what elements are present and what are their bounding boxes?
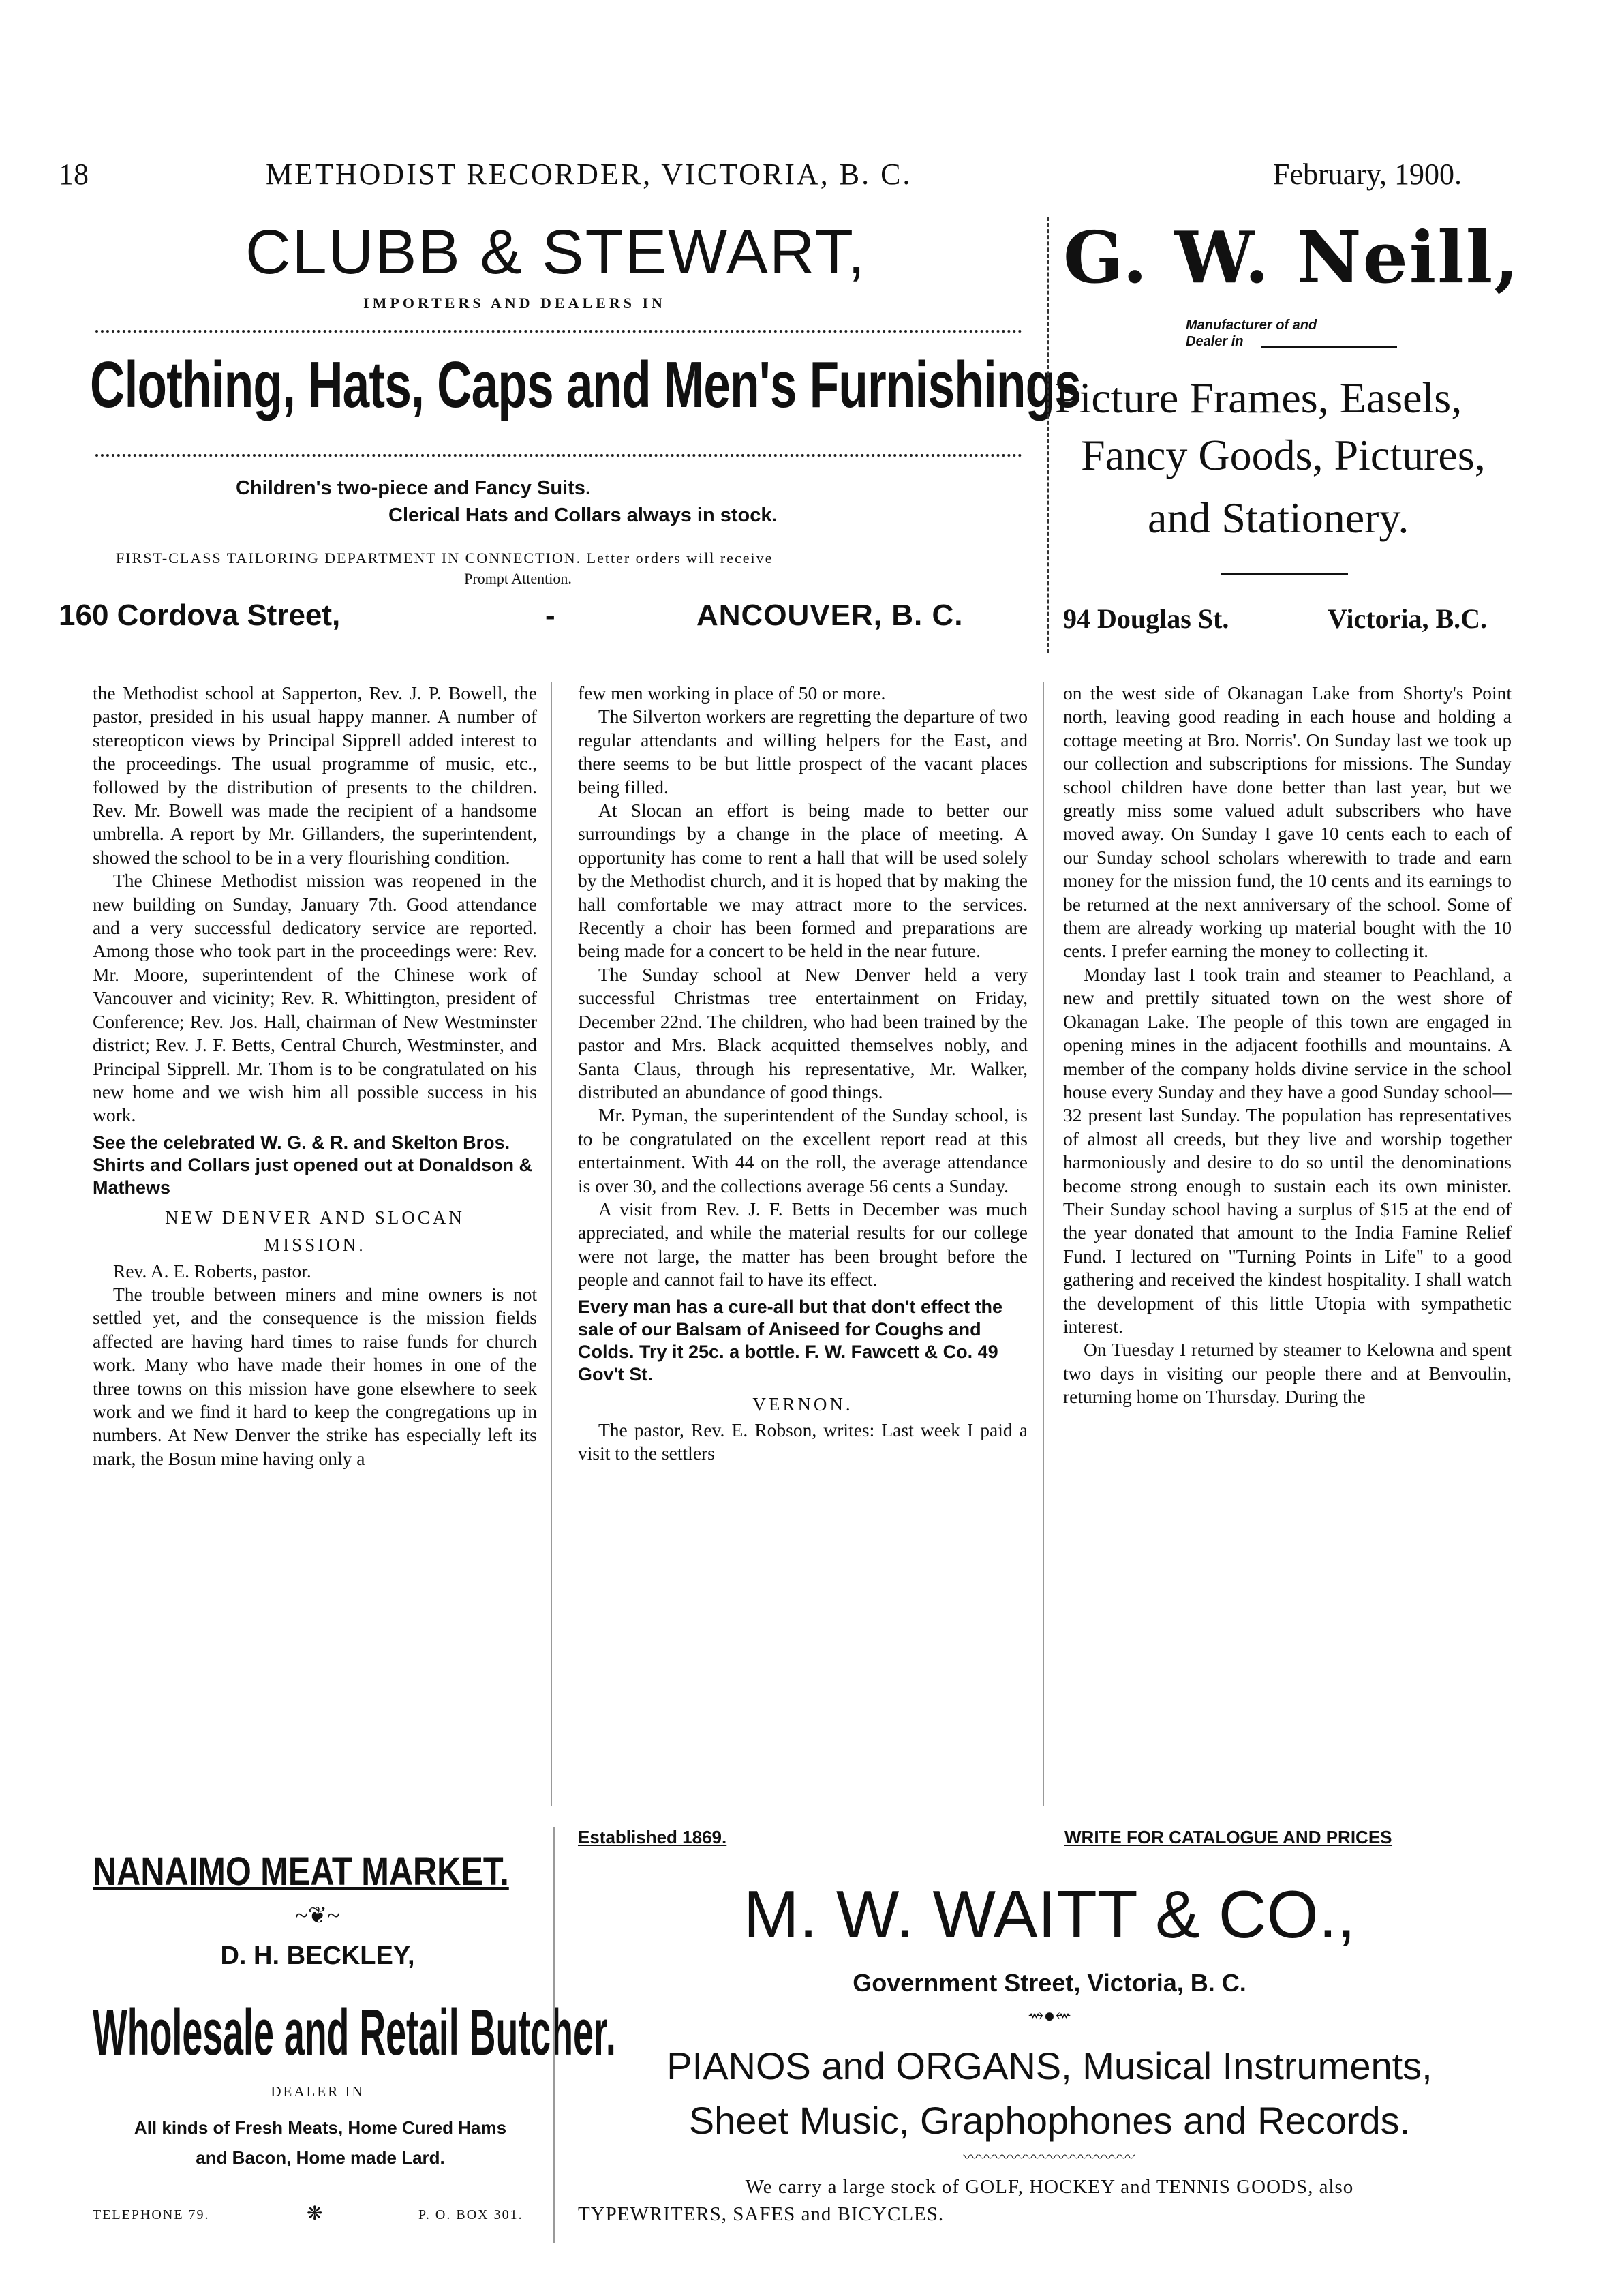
waitt-line-2: Sheet Music, Graphophones and Records. [688, 2099, 1411, 2142]
nanaimo-headline: Wholesale and Retail Butcher. [93, 1996, 616, 2069]
new-denver-heading-2: MISSION. [264, 1235, 366, 1256]
nanaimo-flourish: ❋ [307, 2203, 323, 2224]
col2-paragraph: The pastor, Rev. E. Robson, writes: Last week I paid a visit to the settlers [578, 1419, 1028, 1464]
new-denver-byline: Rev. A. E. Roberts, pastor. [113, 1260, 311, 1282]
col2-paragraph: few men working in place of 50 or more. [578, 682, 886, 704]
waitt-line-1: PIANOS and ORGANS, Musical Instruments, [667, 2044, 1433, 2087]
col1-paragraph: The trouble between miners and mine owners is not settled yet, and the consequence is the mission fields affected are having hard times to raise funds for church work. Many who have made their homes in one of the three towns on this mission have gone elsewhere to seek work and we find it hard to keep the congregations up in numbers. At New Denver the strike has especially left its mark, the Bosun mine having only a [93, 1283, 537, 1469]
col2-paragraph: The Sunday school at New Denver held a very successful Christmas tree entertainment on Friday, December 22nd. The children, who had been trained by the pastor and Mrs. Black acquitted themselves nobly, and Santa Claus, through his representative, Mr. Walker, distributed an abundance of good things. [578, 963, 1028, 1102]
clubb-line2: Clerical Hats and Collars always in stock. [388, 504, 778, 526]
neill-city: Victoria, B.C. [1328, 603, 1488, 634]
neill-rule [1221, 573, 1348, 575]
waitt-name: M. W. WAITT & CO., [743, 1877, 1356, 1952]
clubb-city: ANCOUVER, B. C. [696, 599, 964, 632]
waitt-wave-rule: 〰〰〰〰〰〰〰〰〰〰〰 [963, 2149, 1136, 2166]
col2-paragraph: Mr. Pyman, the superintendent of the Sunday school, is to be congratulated on the excellent report read at this entertainment. With 44 on the roll, the average attendance is over 30, and the collections average 56 cents a Sunday. [578, 1104, 1028, 1196]
column-divider-1 [551, 682, 552, 1806]
col3-paragraph: On Tuesday I returned by steamer to Kelowna and spent two days in visiting our people there and at Benvoulin, returning home on Thursday. During the [1063, 1339, 1512, 1408]
neill-line-3: and Stationery. [1148, 494, 1409, 542]
article-column-1 [93, 682, 537, 1470]
nanaimo-dealer: DEALER IN [271, 2083, 365, 2100]
clubb-top-rule [95, 330, 1022, 333]
vernon-heading: VERNON. [752, 1393, 853, 1415]
col3-paragraph: on the west side of Okanagan Lake from Shorty's Point north, leaving good reading in each house and holding a cottage meeting at Bro. Norris'. On Sunday last we took up our collection and subscriptions for missions. The Sunday school children have done better than last year, but we greatly miss some valued adult subscribers who have moved away. On Sunday I gave 10 cents each to each of our Sunday school scholars wherewith to trade and earn money for the mission fund, the 10 cents and its earnings to be returned at the next anniversary of the school. Some of them are already working up material bought with the 10 cents. I prefer earning the money to collecting it. [1063, 682, 1512, 962]
waitt-stock-1: We carry a large stock of GOLF, HOCKEY and TENNIS GOODS, also [745, 2176, 1354, 2198]
clubb-importers: IMPORTERS AND DEALERS IN [363, 294, 666, 312]
neill-role-rule [1261, 346, 1397, 348]
issue-date: February, 1900. [1273, 157, 1462, 191]
neill-line-1: Picture Frames, Easels, [1055, 374, 1462, 422]
clubb-headline: Clothing, Hats, Caps and Men's Furnishings [90, 348, 1082, 421]
clubb-tailoring: FIRST-CLASS TAILORING DEPARTMENT IN CONNECTION. Letter orders will receive [116, 549, 773, 566]
nanaimo-line-1: All kinds of Fresh Meats, Home Cured Hams [134, 2117, 507, 2138]
neill-role-2: Dealer in [1186, 334, 1244, 349]
nanaimo-telephone: TELEPHONE 79. [93, 2207, 210, 2222]
column-divider-2 [1043, 682, 1044, 1806]
article-column-2 [578, 682, 1028, 1466]
waitt-ornament: ⇝●⇜ [1028, 2006, 1071, 2027]
nanaimo-title: NANAIMO MEAT MARKET. [93, 1849, 509, 1894]
col3-paragraph: Monday last I took train and steamer to Peachland, a new and prettily situated town on the west shore of Okanagan Lake. The people of this town are engaged in opening mines in the adjacent foothills and mountains. A member of the company holds divine service in the school house every Sunday and they have a good Sunday school—32 present last Sunday. The population has representatives of almost all creeds, but they live and worship together harmoniously and desire to do so until the denominations become strong enough to sustain each its own minister. Their Sunday school having a surplus of $15 at the end of the year donated that amount to the India Famine Relief Fund. I lectured on "Turning Points in Life" to a good gathering and received the kindest hospitality. I shall watch the development of this little Utopia with sympathetic interest. [1063, 963, 1512, 1337]
page-number: 18 [59, 157, 89, 191]
neill-role-1: Manufacturer of and [1186, 318, 1317, 333]
article-column-3 [1063, 682, 1512, 1409]
nanaimo-box: P. O. BOX 301. [418, 2207, 523, 2222]
col2-paragraph: At Slocan an effort is being made to better our surroundings by a change in the place of meeting. A opportunity has come to rent a hall that will be used solely by the Methodist church, and it is hoped that by making the hall comfortable we may attract more to the services. Recently a choir has been formed and preparations are being made for a concert to be held in the near future. [578, 800, 1028, 962]
fawcett-balsam-ad: Every man has a cure-all but that don't effect the sale of our Balsam of Aniseed for Coughs and Colds. Try it 25c. a bottle. F. W. Fawcett & Co. 49 Gov't St. [578, 1296, 1003, 1385]
waitt-address: Government Street, Victoria, B. C. [853, 1969, 1246, 1997]
donaldson-mathews-ad: See the celebrated W. G. & R. and Skelton Bros. Shirts and Collars just opened out at Donaldson & Mathews [93, 1132, 533, 1198]
neill-address: 94 Douglas St. [1063, 603, 1229, 634]
top-ad-divider [1047, 217, 1049, 653]
clubb-address: 160 Cordova Street, [59, 599, 341, 632]
col1-paragraph: The Chinese Methodist mission was reopened in the new building on Sunday, January 7th. Good attendance and a very successful dedicatory service are reported. Among those who took part in the proceedings were: Rev. Mr. Moore, superintendent of the Chinese work of Vancouver and vicinity; Rev. R. Whittington, president of Conference; Rev. Jos. Hall, chairman of New Westminster district; Rev. J. F. Betts, Central Church, Westminster, and Principal Sipprell. Mr. Thom is to be congratulated on his new home and we wish him all possible success in his work. [93, 870, 537, 1126]
col2-paragraph: The Silverton workers are regretting the departure of two regular attendants and willing helpers for the East, and there seems to be but little prospect of the vacant places being filled. [578, 706, 1028, 798]
bottom-ad-divider [553, 1827, 555, 2243]
waitt-catalogue: WRITE FOR CATALOGUE AND PRICES [1064, 1827, 1392, 1847]
nanaimo-line-2: and Bacon, Home made Lard. [196, 2147, 445, 2168]
neill-name: G. W. Neill, [1063, 215, 1520, 299]
nanaimo-ornament: ~❦~ [295, 1903, 340, 1929]
nanaimo-owner: D. H. BECKLEY, [220, 1941, 415, 1970]
waitt-stock-2: TYPEWRITERS, SAFES and BICYCLES. [578, 2203, 945, 2225]
col1-paragraph: the Methodist school at Sapperton, Rev. J. P. Bowell, the pastor, presided in his usual happy manner. A number of stereopticon views by Principal Sipprell added interest to the proceedings. The usual programme of music, etc., followed by the distribution of presents to the children. Rev. Mr. Bowell was made the recipient of a handsome umbrella. A report by Mr. Gillanders, the superintendent, showed the school to be in a very flourishing condition. [93, 682, 537, 868]
clubb-stewart-name: CLUBB & STEWART, [245, 217, 867, 287]
new-denver-heading: NEW DENVER AND SLOCAN [165, 1207, 465, 1228]
col2-paragraph: A visit from Rev. J. F. Betts in December was much appreciated, and while the material results for our college were not large, the matter has been brought before the people and cannot fail to have its effect. [578, 1198, 1028, 1290]
clubb-dash: - [545, 599, 555, 632]
waitt-established: Established 1869. [578, 1827, 727, 1847]
neill-line-2: Fancy Goods, Pictures, [1081, 431, 1486, 479]
clubb-tailoring-2: Prompt Attention. [464, 570, 572, 587]
clubb-line1: Children's two-piece and Fancy Suits. [236, 477, 591, 499]
publication-title: METHODIST RECORDER, VICTORIA, B. C. [266, 157, 913, 191]
clubb-bottom-rule [95, 454, 1022, 457]
